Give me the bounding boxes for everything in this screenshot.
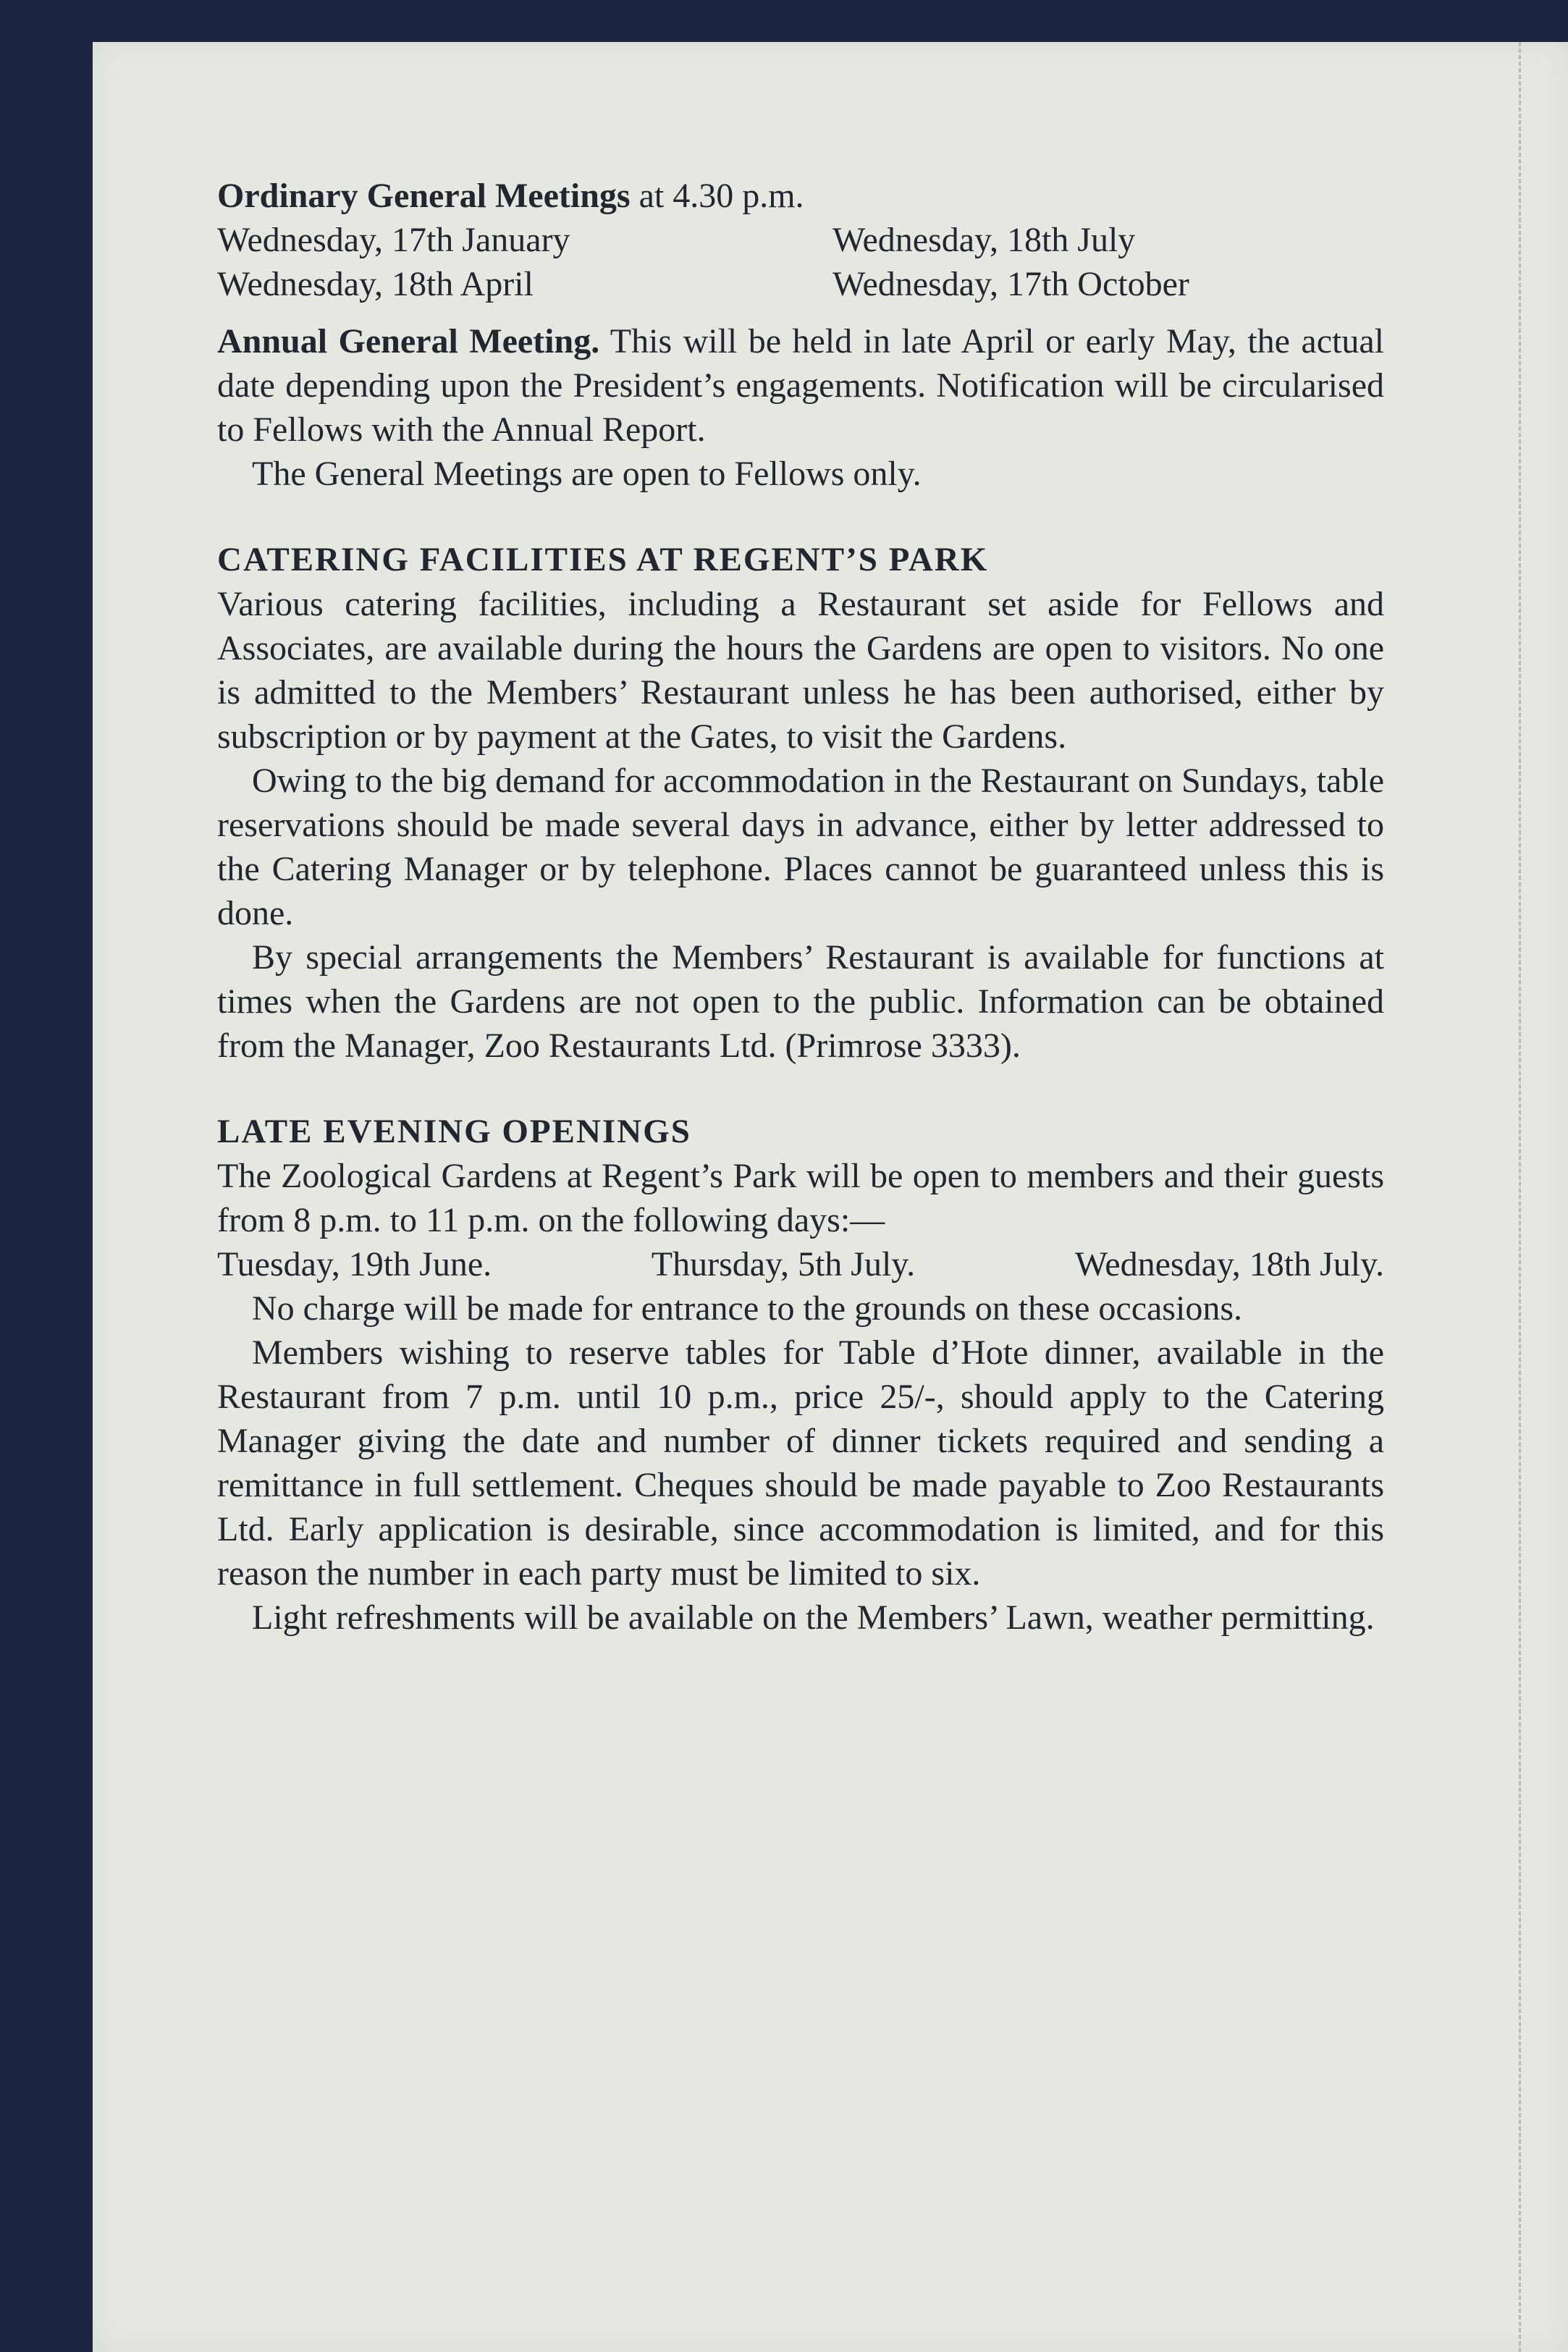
- meeting-dates: [217, 218, 1384, 306]
- document-body: [217, 174, 1384, 1640]
- late-openings-paragraph: Members wishing to reserve tables for Table d’Hote dinner, available in the Restaurant from 7 p.m. until 10 p.m., price 25/-, should apply to the Catering Manager giving the date and number of dinner tickets required and sending a remittance in full settlement. Cheques should be made payable to Zoo Restaurants Ltd. Early application is desirable, since accommodation is limited, and for this reason the number in each party must be limited to six.: [217, 1333, 1384, 1593]
- late-openings-intro: The Zoological Gardens at Regent’s Park will be open to members and their guests from 8 p.m. to 11 p.m. on the following days:—: [217, 1157, 1384, 1239]
- agm-text: This will be held in late April or early May, the actual date depending upon the President’s engagements. Notification will be circularised to Fellows with the Annual Report.: [217, 322, 1384, 449]
- meetings-heading-line: [217, 174, 1384, 218]
- late-opening-day: Thursday, 5th July.: [651, 1245, 916, 1284]
- perforation-fold: [1519, 42, 1521, 2352]
- late-opening-day: Tuesday, 19th June.: [217, 1245, 492, 1284]
- meeting-date: Wednesday, 17th October: [833, 265, 1189, 303]
- catering-heading: CATERING FACILITIES AT REGENT’S PARK: [217, 541, 989, 578]
- catering-paragraph: Various catering facilities, including a Restaurant set aside for Fellows and Associates, are available during the hours the Gardens are open to visitors. No one is admitted to the Members’ Restaurant unless he has been authorised, either by subscription or by payment at the Gates, to visit the Gardens.: [217, 585, 1384, 756]
- meeting-date: Wednesday, 17th January: [217, 221, 570, 259]
- late-openings-heading: LATE EVENING OPENINGS: [217, 1113, 691, 1150]
- meeting-date: Wednesday, 18th April: [217, 265, 534, 303]
- late-openings-days: [217, 1242, 1384, 1286]
- meetings-time: at 4.30 p.m.: [630, 177, 804, 215]
- meeting-date: Wednesday, 18th July: [833, 221, 1136, 259]
- catering-paragraph: Owing to the big demand for accommodation in the Restaurant on Sundays, table reservations should be made several days in advance, either by letter addressed to the Catering Manager or by telephone. Places cannot be guaranteed unless this is done.: [217, 762, 1384, 932]
- agm-paragraph: [217, 319, 1384, 452]
- agm-label: Annual General Meeting.: [217, 322, 600, 361]
- late-openings-paragraph: No charge will be made for entrance to the grounds on these occasions.: [252, 1289, 1242, 1328]
- meetings-heading: Ordinary General Meetings: [217, 177, 631, 215]
- late-openings-paragraph: Light refreshments will be available on the Members’ Lawn, weather permitting.: [252, 1598, 1375, 1637]
- late-opening-day: Wednesday, 18th July.: [1074, 1245, 1384, 1284]
- meetings-open-note: The General Meetings are open to Fellows only.: [252, 455, 922, 493]
- catering-paragraph: By special arrangements the Members’ Restaurant is available for functions at times when the Gardens are not open to the public. Information can be obtained from the Manager, Zoo Restaurants Ltd. (Primrose 3333).: [217, 938, 1384, 1065]
